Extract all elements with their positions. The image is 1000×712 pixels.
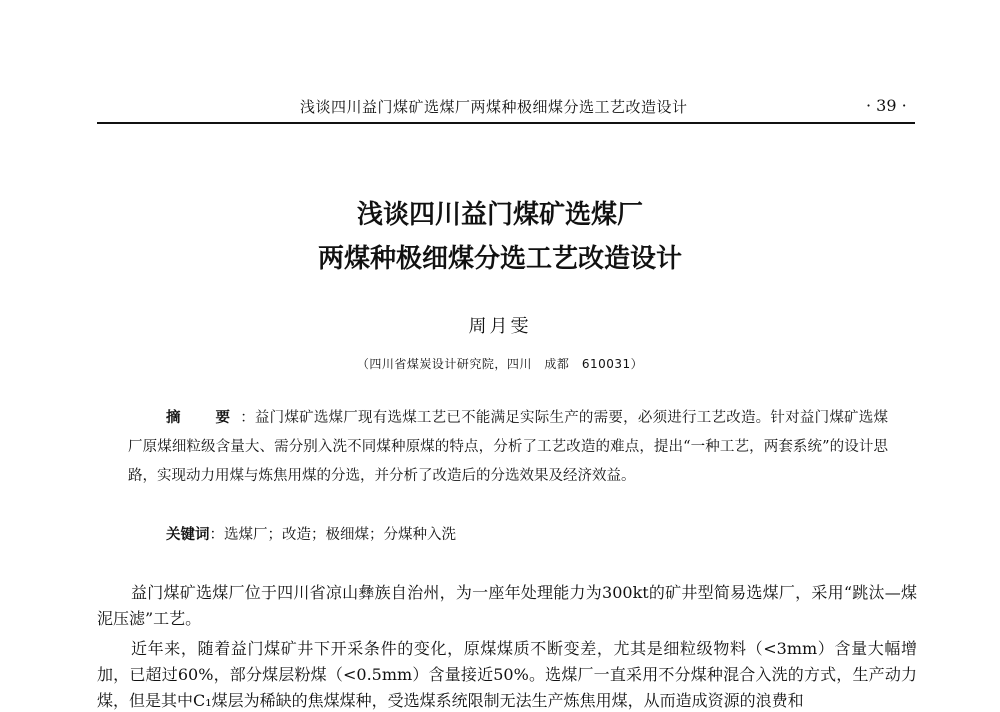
- article-title: [0, 193, 1000, 281]
- author: 周月雯: [468, 316, 532, 337]
- body-text: [97, 580, 917, 712]
- keywords-label: 关键词: [166, 527, 210, 543]
- running-title: 浅谈四川益门煤矿选煤厂两煤种极细煤分选工艺改造设计: [300, 98, 688, 116]
- title-line-1: 浅谈四川益门煤矿选煤厂: [356, 200, 643, 230]
- body-paragraph-2: 近年来，随着益门煤矿井下开采条件的变化，原煤煤质不断变差，尤其是细粒级物料（<3mm）含量大幅增加，已超过60%，部分煤层粉煤（<0.5mm）含量接近50%。选煤厂一直采用不分煤种混合入洗的方式，生产动力煤，但是其中C₁煤层为稀缺的焦煤煤种，受选煤系统限制无法生产炼焦用煤，从而造成资源的浪费和: [97, 639, 917, 710]
- keywords: [166, 523, 456, 544]
- body-paragraph-1: 益门煤矿选煤厂位于四川省凉山彝族自治州，为一座年处理能力为300kt的矿井型简易选煤厂，采用“跳汰—煤泥压滤”工艺。: [97, 583, 917, 628]
- abstract: [128, 404, 888, 491]
- title-line-2: 两煤种极细煤分选工艺改造设计: [317, 244, 682, 274]
- affiliation: （四川省煤炭设计研究院，四川 成都 610031）: [356, 357, 644, 371]
- abstract-label: 摘 要: [166, 410, 241, 426]
- header-rule: [97, 122, 915, 124]
- abstract-text: ：益门煤矿选煤厂现有选煤工艺已不能满足实际生产的需要，必须进行工艺改造。针对益门煤矿选煤厂原煤细粒级含量大、需分别入洗不同煤种原煤的特点，分析了工艺改造的难点，提出“一种工艺，两套系统”的设计思路，实现动力用煤与炼焦用煤的分选，并分析了改造后的分选效果及经济效益。: [128, 410, 888, 484]
- page-number: · 39 ·: [866, 96, 907, 115]
- keywords-text: ：选煤厂；改造；极细煤；分煤种入洗: [209, 527, 456, 543]
